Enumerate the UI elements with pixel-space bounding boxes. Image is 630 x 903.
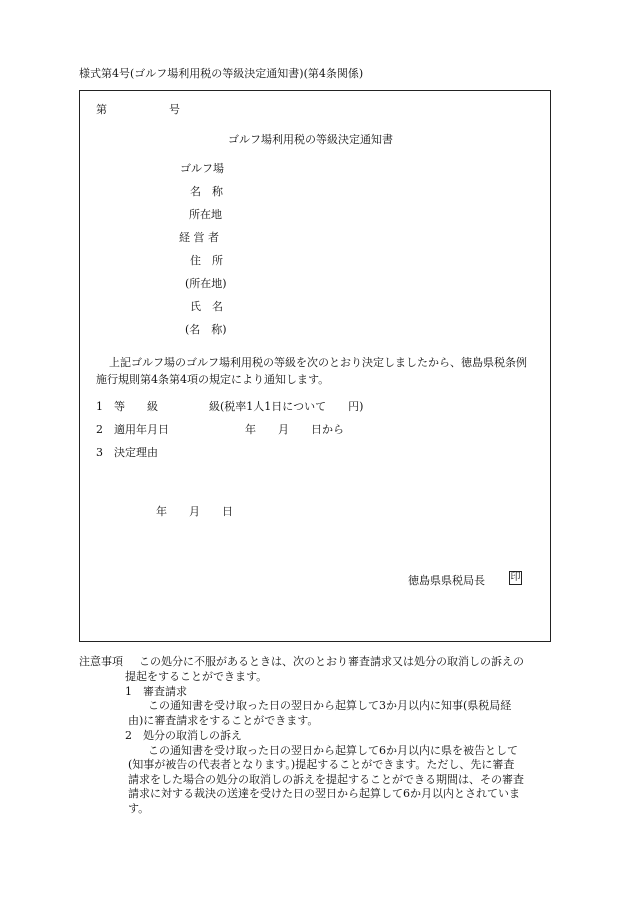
seal-mark: 印 bbox=[510, 572, 521, 583]
notes-sub2-line2: (知事が被告の代表者となります。)提起することができます。ただし、先に審査 bbox=[128, 758, 515, 771]
item1-num: 1 bbox=[96, 400, 103, 413]
golf-course-name-label: 名 称 bbox=[190, 185, 223, 198]
operator-address-label: 住 所 bbox=[190, 254, 223, 267]
issuer-name: 徳島県県税局長 bbox=[408, 574, 485, 587]
item2-label: 適用年月日 bbox=[114, 423, 169, 436]
item1-label: 等 級 bbox=[114, 400, 158, 413]
operator-person-label: 氏 名 bbox=[190, 300, 223, 313]
notes-intro-line1: この処分に不服があるときは、次のとおり審査請求又は処分の取消しの訴えの bbox=[139, 655, 524, 668]
doc-number-suffix: 号 bbox=[169, 103, 180, 116]
golf-course-heading: ゴルフ場 bbox=[180, 162, 224, 175]
notes-sub1-line1: この通知書を受け取った日の翌日から起算して3か月以内に知事(県税局経 bbox=[148, 699, 512, 712]
form-caption: 様式第4号(ゴルフ場利用税の等級決定通知書)(第4条関係) bbox=[79, 67, 364, 80]
item1-value: 級(税率1人1日について 円) bbox=[209, 400, 364, 413]
item3-num: 3 bbox=[96, 446, 103, 459]
notes-sub2-line4: 請求に対する裁決の送達を受けた日の翌日から起算して6か月以内とされていま bbox=[128, 787, 520, 800]
notes-header: 注意事項 bbox=[79, 655, 123, 668]
body-text-line2: 施行規則第4条第4項の規定により通知します。 bbox=[96, 373, 330, 386]
notes-sub1-line2: 由)に審査請求をすることができます。 bbox=[128, 714, 319, 727]
operator-heading: 経 営 者 bbox=[179, 231, 219, 244]
golf-course-location-label: 所在地 bbox=[189, 208, 222, 221]
notes-sub2-line3: 請求をした場合の処分の取消しの訴えを提起することができる期間は、その審査 bbox=[128, 773, 524, 786]
item2-num: 2 bbox=[96, 423, 103, 436]
operator-name-label: (名 称) bbox=[185, 323, 227, 336]
operator-location-label: (所在地) bbox=[185, 277, 227, 290]
notes-sub2-title: 2 処分の取消しの訴え bbox=[125, 729, 242, 742]
notes-intro-line2: 提起をすることができます。 bbox=[125, 670, 268, 683]
item3-label: 決定理由 bbox=[114, 446, 158, 459]
notes-sub1-title: 1 審査請求 bbox=[125, 685, 187, 698]
notes-sub2-line5: す。 bbox=[128, 802, 150, 815]
doc-number-prefix: 第 bbox=[96, 103, 107, 116]
notice-title: ゴルフ場利用税の等級決定通知書 bbox=[228, 133, 393, 146]
notes-sub2-line1: この通知書を受け取った日の翌日から起算して6か月以内に県を被告として bbox=[148, 744, 518, 757]
item2-value: 年 月 日から bbox=[245, 423, 344, 436]
issue-date: 年 月 日 bbox=[156, 505, 233, 518]
body-text-line1: 上記ゴルフ場のゴルフ場利用税の等級を次のとおり決定しましたから、徳島県税条例 bbox=[109, 356, 527, 369]
